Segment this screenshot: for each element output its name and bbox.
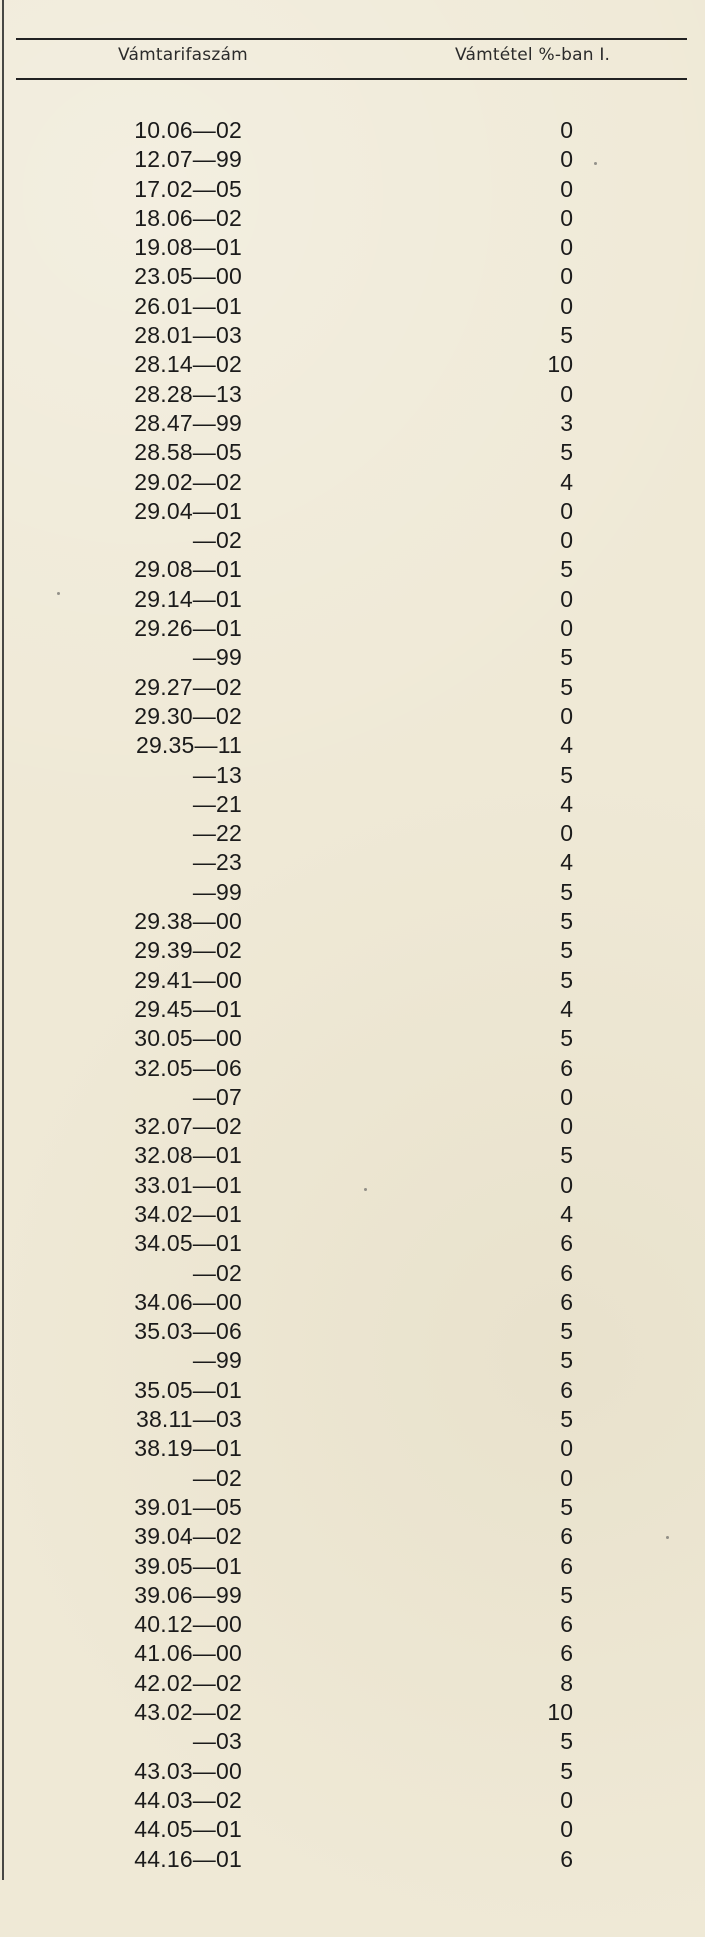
table-row	[0, 1815, 705, 1844]
table-row	[0, 292, 705, 321]
duty-rate: 8	[560, 1669, 573, 1696]
duty-rate: 4	[560, 732, 573, 759]
tariff-code: 34.02—01	[134, 1200, 242, 1227]
table-row	[0, 1112, 705, 1141]
duty-rate: 5	[560, 1493, 573, 1520]
tariff-code: 41.06—00	[134, 1640, 242, 1667]
duty-rate: 5	[560, 908, 573, 935]
tariff-table	[0, 116, 705, 1874]
tariff-code: 29.45—01	[134, 995, 242, 1022]
duty-rate: 0	[560, 497, 573, 524]
table-row	[0, 1493, 705, 1522]
duty-rate: 6	[560, 1845, 573, 1872]
duty-rate: 0	[560, 234, 573, 261]
header-top-rule	[16, 38, 687, 40]
tariff-code: 39.06—99	[134, 1581, 242, 1608]
table-row	[0, 1522, 705, 1551]
tariff-code: 18.06—02	[134, 204, 242, 231]
duty-rate: 5	[560, 1318, 573, 1345]
tariff-code: 43.02—02	[134, 1699, 242, 1726]
duty-rate: 10	[547, 1699, 573, 1726]
table-row	[0, 1434, 705, 1463]
duty-rate: 6	[560, 1230, 573, 1257]
duty-rate: 4	[560, 790, 573, 817]
tariff-code: 17.02—05	[134, 175, 242, 202]
table-row	[0, 1727, 705, 1756]
duty-rate: 5	[560, 1347, 573, 1374]
duty-rate: 0	[560, 527, 573, 554]
tariff-code: —02	[192, 1464, 242, 1491]
tariff-code: 42.02—02	[134, 1669, 242, 1696]
table-row	[0, 1317, 705, 1346]
tariff-code: 29.35—11	[135, 732, 242, 759]
table-row	[0, 1141, 705, 1170]
tariff-code: —21	[192, 790, 242, 817]
tariff-code: —23	[192, 849, 242, 876]
table-row	[0, 262, 705, 291]
tariff-code: 30.05—00	[134, 1025, 242, 1052]
table-row	[0, 1083, 705, 1112]
duty-rate: 6	[560, 1288, 573, 1315]
table-row	[0, 1698, 705, 1727]
duty-rate: 5	[560, 761, 573, 788]
table-row	[0, 1464, 705, 1493]
duty-rate: 0	[560, 1113, 573, 1140]
table-row	[0, 175, 705, 204]
duty-rate: 0	[560, 1816, 573, 1843]
duty-rate: 5	[560, 966, 573, 993]
table-row	[0, 1259, 705, 1288]
duty-rate: 5	[560, 556, 573, 583]
tariff-code: 33.01—01	[134, 1171, 242, 1198]
duty-rate: 5	[560, 322, 573, 349]
table-row	[0, 145, 705, 174]
tariff-code: —07	[192, 1083, 242, 1110]
tariff-code: 29.30—02	[134, 702, 242, 729]
duty-rate: 0	[560, 1171, 573, 1198]
duty-rate: 6	[560, 1611, 573, 1638]
table-row	[0, 673, 705, 702]
tariff-code: 19.08—01	[134, 234, 242, 261]
tariff-code: 34.05—01	[134, 1230, 242, 1257]
duty-rate: 0	[560, 615, 573, 642]
tariff-code: 32.07—02	[134, 1113, 242, 1140]
tariff-code: 23.05—00	[134, 263, 242, 290]
column-header-tariff-number: Vámtarifaszám	[118, 45, 248, 65]
header-bottom-rule	[16, 78, 687, 80]
duty-rate: 0	[560, 292, 573, 319]
table-row	[0, 526, 705, 555]
tariff-code: 28.58—05	[134, 439, 242, 466]
duty-rate: 5	[560, 1581, 573, 1608]
table-row	[0, 878, 705, 907]
duty-rate: 0	[560, 175, 573, 202]
table-row	[0, 731, 705, 760]
duty-rate: 5	[560, 1025, 573, 1052]
table-row	[0, 116, 705, 145]
tariff-code: 38.11—03	[135, 1406, 242, 1433]
duty-rate: 6	[560, 1552, 573, 1579]
duty-rate: 0	[560, 117, 573, 143]
tariff-code: 44.03—02	[134, 1786, 242, 1813]
column-header-duty-rate: Vámtétel %-ban I.	[455, 45, 611, 65]
table-row	[0, 1845, 705, 1874]
table-row	[0, 761, 705, 790]
tariff-code: 29.41—00	[134, 966, 242, 993]
tariff-code: 29.27—02	[134, 673, 242, 700]
duty-rate: 10	[547, 351, 573, 378]
table-row	[0, 1786, 705, 1815]
table-row	[0, 1552, 705, 1581]
table-row	[0, 966, 705, 995]
duty-rate: 5	[560, 644, 573, 671]
table-row	[0, 1581, 705, 1610]
duty-rate: 6	[560, 1054, 573, 1081]
duty-rate: 0	[560, 1464, 573, 1491]
table-row	[0, 1288, 705, 1317]
tariff-code: 29.14—01	[134, 585, 242, 612]
tariff-code: 29.02—02	[134, 468, 242, 495]
table-row	[0, 1376, 705, 1405]
tariff-code: 26.01—01	[134, 292, 242, 319]
table-row	[0, 614, 705, 643]
tariff-code: 43.03—00	[134, 1757, 242, 1784]
table-row	[0, 1024, 705, 1053]
tariff-code: 39.05—01	[134, 1552, 242, 1579]
duty-rate: 0	[560, 820, 573, 847]
table-row	[0, 438, 705, 467]
duty-rate: 4	[560, 1200, 573, 1227]
tariff-code: —02	[192, 1259, 242, 1286]
duty-rate: 0	[560, 380, 573, 407]
table-row	[0, 790, 705, 819]
duty-rate: 3	[560, 409, 573, 436]
duty-rate: 0	[560, 702, 573, 729]
tariff-code: 32.05—06	[134, 1054, 242, 1081]
tariff-code: 32.08—01	[134, 1142, 242, 1169]
table-row	[0, 468, 705, 497]
table-row	[0, 233, 705, 262]
tariff-code: 29.04—01	[134, 497, 242, 524]
tariff-code: 10.06—02	[134, 117, 242, 143]
tariff-code: 38.19—01	[134, 1435, 242, 1462]
table-row	[0, 1405, 705, 1434]
tariff-code: 28.01—03	[134, 322, 242, 349]
table-row	[0, 1054, 705, 1083]
duty-rate: 0	[560, 1786, 573, 1813]
table-row	[0, 1639, 705, 1668]
tariff-code: 29.26—01	[134, 615, 242, 642]
print-speck	[364, 1188, 367, 1191]
table-row	[0, 555, 705, 584]
duty-rate: 0	[560, 204, 573, 231]
table-row	[0, 848, 705, 877]
table-row	[0, 995, 705, 1024]
tariff-code: 12.07—99	[134, 146, 242, 173]
table-row	[0, 1757, 705, 1786]
tariff-code: 39.04—02	[134, 1523, 242, 1550]
table-row	[0, 907, 705, 936]
table-row	[0, 1171, 705, 1200]
tariff-code: 29.39—02	[134, 937, 242, 964]
tariff-code: 44.05—01	[134, 1816, 242, 1843]
duty-rate: 0	[560, 1083, 573, 1110]
duty-rate: 6	[560, 1640, 573, 1667]
duty-rate: 5	[560, 673, 573, 700]
table-row	[0, 321, 705, 350]
table-row	[0, 1200, 705, 1229]
tariff-code: 39.01—05	[134, 1493, 242, 1520]
duty-rate: 0	[560, 263, 573, 290]
duty-rate: 6	[560, 1259, 573, 1286]
duty-rate: 0	[560, 585, 573, 612]
tariff-code: 35.05—01	[134, 1376, 242, 1403]
duty-rate: 6	[560, 1376, 573, 1403]
duty-rate: 0	[560, 1435, 573, 1462]
tariff-code: 28.28—13	[134, 380, 242, 407]
table-row	[0, 643, 705, 672]
duty-rate: 5	[560, 439, 573, 466]
duty-rate: 4	[560, 995, 573, 1022]
duty-rate: 6	[560, 1523, 573, 1550]
tariff-code: —03	[192, 1728, 242, 1755]
tariff-code: 40.12—00	[134, 1611, 242, 1638]
tariff-code: —22	[192, 820, 242, 847]
table-row	[0, 1346, 705, 1375]
table-row	[0, 936, 705, 965]
duty-rate: 5	[560, 878, 573, 905]
table-row	[0, 585, 705, 614]
tariff-code: —02	[192, 527, 242, 554]
duty-rate: 4	[560, 468, 573, 495]
table-row	[0, 819, 705, 848]
tariff-code: 28.14—02	[134, 351, 242, 378]
tariff-code: 44.16—01	[134, 1845, 242, 1872]
tariff-code: —99	[192, 878, 242, 905]
table-row	[0, 1669, 705, 1698]
tariff-code: 28.47—99	[134, 409, 242, 436]
tariff-code: 29.38—00	[134, 908, 242, 935]
print-speck	[594, 162, 597, 165]
table-row	[0, 350, 705, 379]
print-speck	[666, 1536, 669, 1539]
table-row	[0, 1229, 705, 1258]
duty-rate: 0	[560, 146, 573, 173]
duty-rate: 5	[560, 1142, 573, 1169]
tariff-code: —13	[192, 761, 242, 788]
table-row	[0, 380, 705, 409]
print-speck	[57, 592, 60, 595]
duty-rate: 5	[560, 937, 573, 964]
table-row	[0, 1610, 705, 1639]
duty-rate: 5	[560, 1406, 573, 1433]
duty-rate: 5	[560, 1728, 573, 1755]
tariff-code: 29.08—01	[134, 556, 242, 583]
table-row	[0, 409, 705, 438]
tariff-code: 35.03—06	[134, 1318, 242, 1345]
table-row	[0, 497, 705, 526]
table-row	[0, 204, 705, 233]
duty-rate: 4	[560, 849, 573, 876]
table-row	[0, 702, 705, 731]
tariff-code: 34.06—00	[134, 1288, 242, 1315]
tariff-code: —99	[192, 644, 242, 671]
tariff-code: —99	[192, 1347, 242, 1374]
duty-rate: 5	[560, 1757, 573, 1784]
